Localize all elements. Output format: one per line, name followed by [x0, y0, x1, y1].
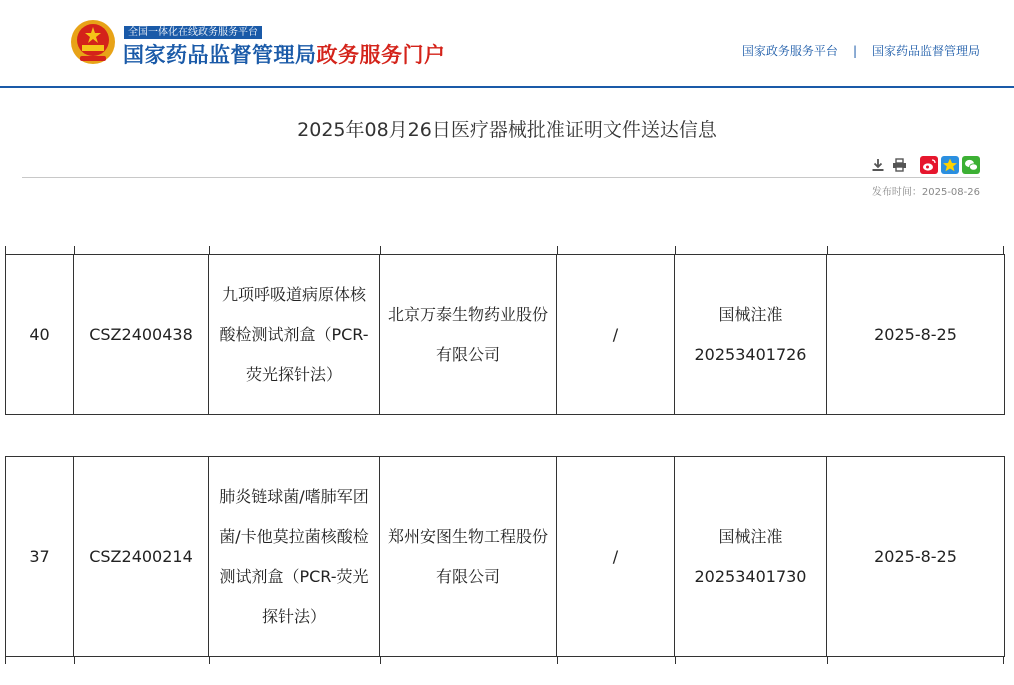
link-nmpa[interactable]: 国家药品监督管理局 — [871, 44, 980, 58]
top-links — [742, 43, 980, 59]
site-title[interactable] — [123, 42, 446, 68]
print-icon[interactable] — [890, 156, 908, 174]
page-title: 2025年08月26日医疗器械批准证明文件送达信息 — [297, 119, 717, 141]
platform-tag: 全国一体化在线政务服务平台 — [124, 26, 262, 39]
cell-product: 九项呼吸道病原体核酸检测试剂盒（PCR-荧光探针法） — [209, 255, 380, 415]
table-edge-top — [5, 246, 1004, 254]
cell-code: CSZ2400214 — [74, 457, 209, 657]
wechat-icon[interactable] — [962, 156, 980, 174]
table-edge-bottom — [5, 656, 1004, 664]
cell-date: 2025-8-25 — [827, 457, 1005, 657]
table-row — [6, 255, 1005, 415]
records-table-1 — [5, 254, 1005, 415]
national-emblem-icon[interactable] — [68, 18, 118, 68]
link-separator: | — [852, 44, 857, 58]
cell-reg-no: 国械注准20253401730 — [675, 457, 827, 657]
title-divider — [22, 177, 980, 178]
cell-code: CSZ2400438 — [74, 255, 209, 415]
cell-no: 37 — [6, 457, 74, 657]
weibo-icon[interactable] — [920, 156, 938, 174]
table-row — [6, 457, 1005, 657]
cell-note: / — [557, 255, 675, 415]
site-title-accent: 政务服务门户 — [316, 43, 446, 67]
cell-company: 北京万泰生物药业股份有限公司 — [380, 255, 557, 415]
publish-time: 发布时间：2025-08-26 — [871, 187, 980, 198]
cell-product: 肺炎链球菌/嗜肺军团菌/卡他莫拉菌核酸检测试剂盒（PCR-荧光探针法） — [209, 457, 380, 657]
cell-reg-no: 国械注准20253401726 — [675, 255, 827, 415]
cell-company: 郑州安图生物工程股份有限公司 — [380, 457, 557, 657]
share-toolbar — [866, 155, 980, 175]
cell-date: 2025-8-25 — [827, 255, 1005, 415]
cell-note: / — [557, 457, 675, 657]
link-national-gov-service[interactable]: 国家政务服务平台 — [741, 44, 838, 58]
qzone-icon[interactable] — [941, 156, 959, 174]
download-icon[interactable] — [869, 156, 887, 174]
site-title-main: 国家药品监督管理局 — [123, 43, 317, 67]
records-table-2 — [5, 456, 1005, 657]
cell-no: 40 — [6, 255, 74, 415]
site-header — [0, 0, 1014, 88]
